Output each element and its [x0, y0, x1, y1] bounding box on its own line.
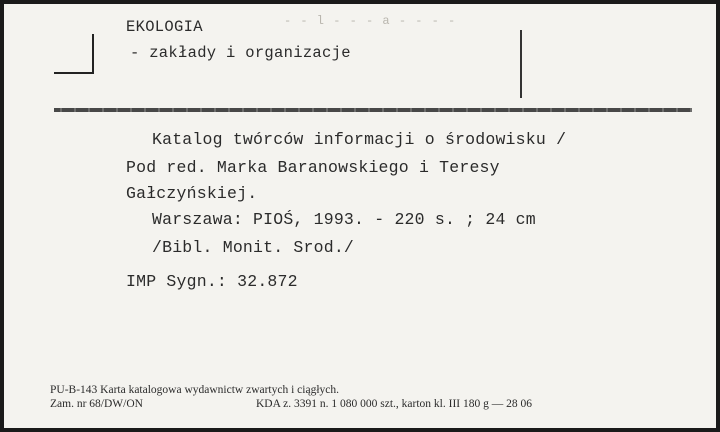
- faint-stamp-text: - - l - - - a - - - -: [284, 14, 457, 28]
- imprint-line: Warszawa: PIOŚ, 1993. - 220 s. ; 24 cm: [152, 210, 536, 229]
- order-number: Zam. nr 68/DW/ON: [50, 398, 143, 410]
- card-form-line: PU-B-143 Karta katalogowa wydawnictw zwartych i ciągłych.: [50, 384, 340, 396]
- subject-subheading: - zakłady i organizacje: [130, 44, 351, 62]
- catalog-card: [4, 4, 716, 428]
- title-line: Katalog twórców informacji o środowisku /: [152, 130, 567, 149]
- editors-line-cont: Gałczyńskiej.: [126, 184, 258, 203]
- separator-rule: [54, 108, 692, 112]
- subject-heading: EKOLOGIA: [126, 18, 203, 36]
- heading-divider: [520, 30, 522, 98]
- series-line: /Bibl. Monit. Srod./: [152, 238, 355, 257]
- bracket-vertical: [92, 34, 94, 74]
- editors-line: Pod red. Marka Baranowskiego i Teresy: [126, 158, 500, 177]
- print-info: KDA z. 3391 n. 1 080 000 szt., karton kl. III 180 g — 28 06: [256, 398, 532, 410]
- call-number: IMP Sygn.: 32.872: [126, 272, 298, 291]
- bracket-horizontal: [54, 72, 94, 74]
